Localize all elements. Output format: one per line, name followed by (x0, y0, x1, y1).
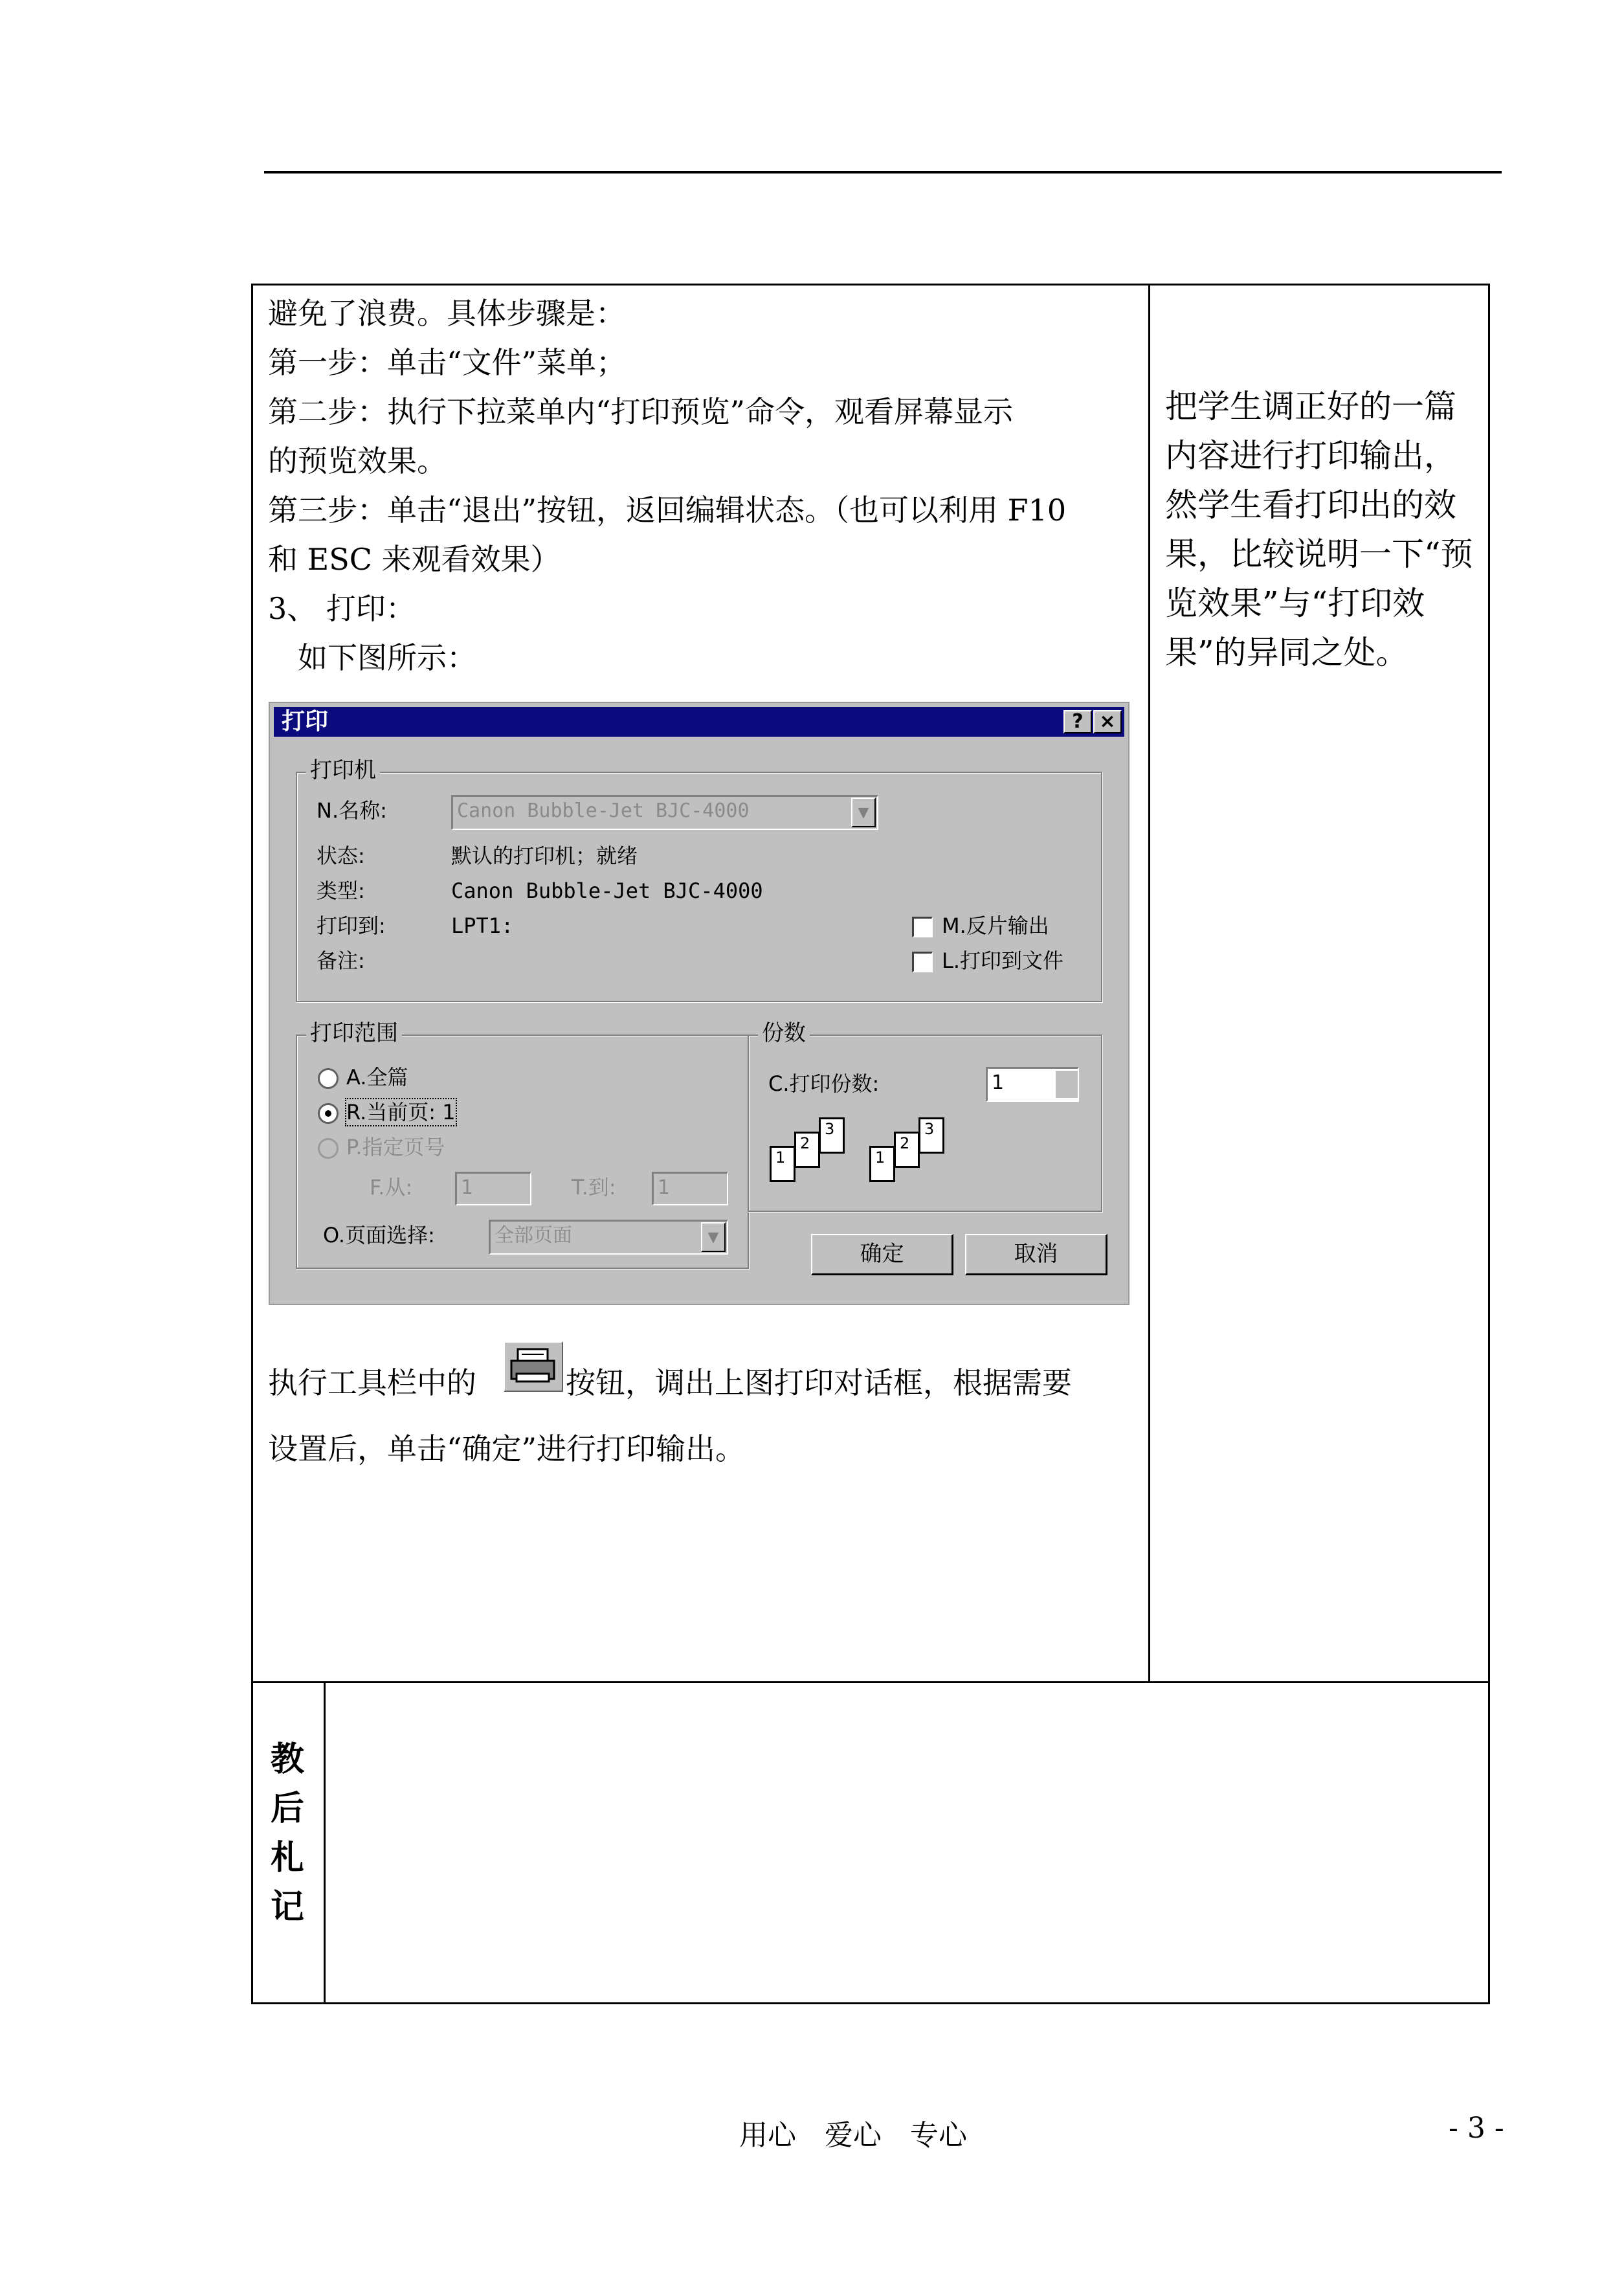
group-label: 打印机 (306, 757, 380, 783)
chevron-down-icon[interactable]: ▼ (851, 798, 876, 827)
range-group (296, 1020, 749, 1269)
printto-label: 打印到: (317, 913, 386, 938)
current-page-radio[interactable] (318, 1103, 339, 1124)
text-line: 第一步：单击“文件”菜单； (268, 345, 627, 380)
text-line: 果，比较说明一下“预 (1165, 535, 1473, 573)
group-label: 打印范围 (306, 1020, 402, 1046)
printer-icon (504, 1341, 563, 1392)
from-input[interactable]: 1 (455, 1172, 531, 1205)
all-radio[interactable] (318, 1068, 339, 1089)
text-line: 果”的异同之处。 (1165, 634, 1408, 671)
page-icon: 1 (770, 1146, 795, 1182)
page-icon: 2 (794, 1132, 820, 1168)
group-label: 份数 (758, 1020, 810, 1046)
tofile-label: L.打印到文件 (942, 948, 1064, 973)
text-line: 的预览效果。 (268, 443, 447, 478)
pagesel-select[interactable] (489, 1220, 728, 1255)
name-label: N.名称: (317, 798, 387, 823)
dialog-title: 打印 (282, 708, 329, 735)
pagesel-label: O.页面选择: (323, 1223, 435, 1247)
dialog-titlebar (274, 707, 1124, 737)
pages-label: P.指定页号 (346, 1135, 445, 1159)
page-icon: 3 (819, 1117, 845, 1154)
text-line: 避免了浪费。具体步骤是： (268, 296, 625, 331)
status-label: 状态: (317, 844, 365, 868)
to-label: T.到: (572, 1175, 616, 1200)
instruction-line-2: 设置后，单击“确定”进行打印输出。 (268, 1431, 746, 1466)
from-label: F.从: (370, 1175, 413, 1200)
header-rule (264, 171, 1502, 173)
notes-char: 记 (271, 1887, 305, 1927)
page-icon: 3 (918, 1117, 944, 1154)
instruction-line-1-end: 按钮，调出上图打印对话框，根据需要 (566, 1365, 1072, 1400)
left-cell-text (268, 289, 1066, 682)
copies-label: C.打印份数: (768, 1071, 880, 1096)
status-value: 默认的打印机；就绪 (451, 844, 638, 868)
current-page-label: R.当前页: 1 (346, 1100, 456, 1124)
notes-divider (324, 1681, 326, 2004)
printto-value: LPT1: (451, 913, 514, 938)
notes-char: 后 (271, 1789, 305, 1828)
text-line: 内容进行打印输出， (1165, 437, 1456, 475)
text-line: 览效果”与“打印效 (1165, 585, 1425, 622)
notes-char: 札 (271, 1838, 305, 1877)
footer-motto: 用心 爱心 专心 (739, 2119, 967, 2152)
spinner-arrows-icon[interactable] (1054, 1071, 1078, 1098)
chevron-down-icon[interactable]: ▼ (701, 1222, 726, 1252)
type-label: 类型: (317, 878, 365, 903)
copies-group (748, 1020, 1102, 1212)
row-divider (251, 1681, 1490, 1683)
notes-label (271, 1735, 304, 1932)
print-dialog (269, 702, 1129, 1305)
text-line: 如下图所示： (268, 640, 476, 675)
all-label: A.全篇 (346, 1065, 408, 1090)
printer-group (296, 757, 1102, 1002)
page-icon: 1 (869, 1146, 895, 1182)
copies-value: 1 (992, 1071, 1005, 1094)
text-line: 第二步：执行下拉菜单内“打印预览”命令，观看屏幕显示 (268, 394, 1014, 429)
mirror-checkbox[interactable] (912, 917, 933, 937)
printer-name-select[interactable] (451, 795, 878, 830)
close-button[interactable]: × (1093, 710, 1122, 733)
cancel-button[interactable]: 取消 (965, 1234, 1107, 1275)
column-divider (1148, 284, 1150, 1683)
text-line: 第三步：单击“退出”按钮，返回编辑状态。（也可以利用 F10 (268, 493, 1067, 528)
pages-radio[interactable] (318, 1138, 339, 1159)
note-label: 备注: (317, 948, 365, 973)
page-icon: 2 (894, 1132, 920, 1168)
page-number: - 3 - (1449, 2112, 1504, 2145)
text-line: 然学生看打印出的效 (1165, 486, 1456, 524)
help-button[interactable]: ? (1063, 710, 1092, 733)
mirror-label: M.反片输出 (942, 913, 1049, 938)
text-line: 把学生调正好的一篇 (1165, 388, 1456, 425)
printer-name-value: Canon Bubble-Jet BJC-4000 (457, 800, 750, 822)
to-input[interactable]: 1 (652, 1172, 728, 1205)
pagesel-value: 全部页面 (495, 1224, 572, 1247)
notes-char: 教 (271, 1739, 305, 1779)
right-cell-text (1165, 382, 1473, 677)
tofile-checkbox[interactable] (912, 952, 933, 972)
type-value: Canon Bubble-Jet BJC-4000 (451, 878, 763, 903)
instruction-line-1-start: 执行工具栏中的 (268, 1365, 476, 1400)
ok-button[interactable]: 确定 (811, 1234, 953, 1275)
text-line: 和 ESC 来观看效果） (268, 542, 561, 577)
text-line: 3、 打印： (268, 591, 416, 626)
